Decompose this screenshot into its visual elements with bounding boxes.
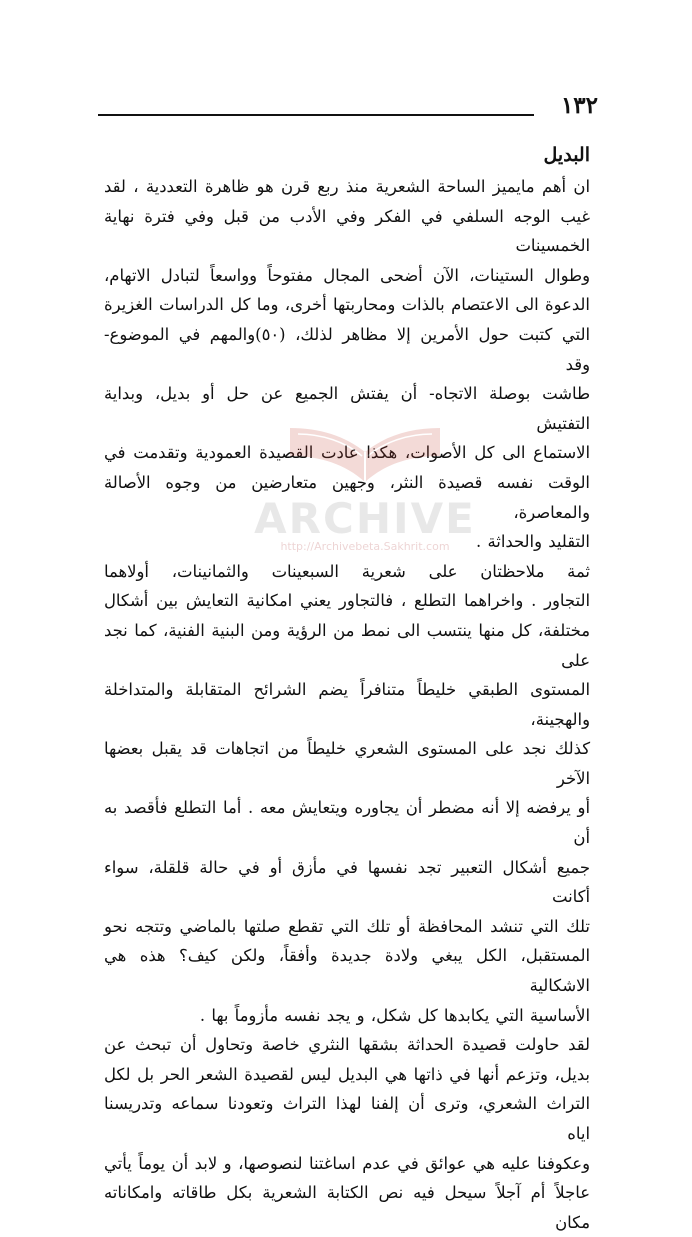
text-line: الوقت نفسه قصيدة النثر، وجهين متعارضين من وجوه الأصالة والمعاصرة، bbox=[104, 472, 590, 522]
page-number: ١٣٢ bbox=[560, 92, 598, 119]
watermark-title: ARCHIVE bbox=[254, 494, 476, 543]
text-line: بديل، وتزعم أنها في ذاتها هي البديل ليس لقصيدة الشعر الحر بل لكل bbox=[104, 1064, 590, 1084]
text-line: أو يرفضه إلا أنه مضطر أن يجاوره ويتعايش معه . أما التطلع فأقصد به أن bbox=[104, 798, 590, 848]
watermark-url: http://Archivebeta.Sakhrit.com bbox=[280, 540, 450, 553]
text-line: الاستماع الى كل الأصوات، هكذا عادت القصيدة العمودية وتقدمت في bbox=[104, 443, 590, 463]
paragraph-3 bbox=[104, 1030, 590, 1237]
page-header bbox=[98, 92, 598, 122]
text-line: المستقبل، الكل يبغي ولادة جديدة وأفقاً، ولكن كيف؟ هذه هي الاشكالية bbox=[104, 946, 590, 996]
text-line: وعكوفنا عليه هي عوائق في عدم اساغتنا لنصوصها، و لابد أن يوماً يأتي bbox=[104, 1153, 590, 1173]
text-line: جميع أشكال التعبير تجد نفسها في مأزق أو في حالة قلقلة، سواء أكانت bbox=[104, 857, 590, 907]
text-line: كذلك نجد على المستوى الشعري خليطاً من اتجاهات قد يقبل بعضها الآخر bbox=[104, 739, 590, 788]
text-line: الأساسية التي يكابدها كل شكل، و يجد نفسه مأزوماً بها . bbox=[199, 1005, 590, 1025]
text-line: التجاور . واخراهما التطلع ، فالتجاور يعني امكانية التعايش بين أشكال bbox=[104, 591, 590, 611]
paragraph-2 bbox=[104, 557, 590, 1031]
text-line: عاجلاً أم آجلاً سيحل فيه نص الكتابة الشعرية بكل طاقاته وامكاناته مكان bbox=[104, 1183, 590, 1232]
text-line: ثمة ملاحظتان على شعرية السبعينات والثمانينات، أولاهما bbox=[104, 561, 590, 581]
header-rule bbox=[98, 114, 534, 116]
text-line: لقد حاولت قصيدة الحداثة بشقها النثري خاصة وتحاول أن تبحث عن bbox=[104, 1035, 590, 1055]
text-line: التقليد والحداثة . bbox=[476, 532, 590, 552]
text-line: مختلفة، كل منها ينتسب الى نمط من الرؤية ومن البنية الفنية، كما نجد على bbox=[104, 620, 590, 670]
body-text bbox=[104, 140, 590, 1237]
text-line: طاشت بوصلة الاتجاه- أن يفتش الجميع عن حل أو بديل، وبداية التفتيش bbox=[104, 384, 590, 433]
text-line: المستوى الطبقي خليطاً متنافراً يضم الشرائح المتقابلة والمتداخلة والهجينة، bbox=[104, 680, 590, 729]
text-line: تلك التي تنشد المحافظة أو تلك التي تقطع صلتها بالماضي وتتجه نحو bbox=[104, 916, 590, 936]
text-line: التي كتبت حول الأمرين إلا مظاهر لذلك، (٥٠)والمهم في الموضوع- وقد bbox=[104, 324, 590, 374]
text-line: غيب الوجه السلفي في الفكر وفي الأدب من قبل وفي فترة نهاية الخمسينات bbox=[104, 206, 590, 256]
text-line: وطوال الستينات، الآن أضحى المجال مفتوحاً وواسعاً لتبادل الاتهام، bbox=[104, 265, 590, 285]
text-line: الدعوة الى الاعتصام بالذات ومحاربتها أخرى، وما كل الدراسات الغزيرة bbox=[104, 295, 590, 315]
text-line: ان أهم مايميز الساحة الشعرية منذ ربع قرن هو ظاهرة التعددية ، لقد bbox=[104, 177, 590, 196]
text-line: التراث الشعري، وترى أن إلفنا لهذا التراث وتعودنا سماعه وتدريسنا اياه bbox=[104, 1094, 590, 1143]
section-heading: البديل bbox=[543, 144, 590, 166]
paragraph-1 bbox=[104, 172, 590, 557]
